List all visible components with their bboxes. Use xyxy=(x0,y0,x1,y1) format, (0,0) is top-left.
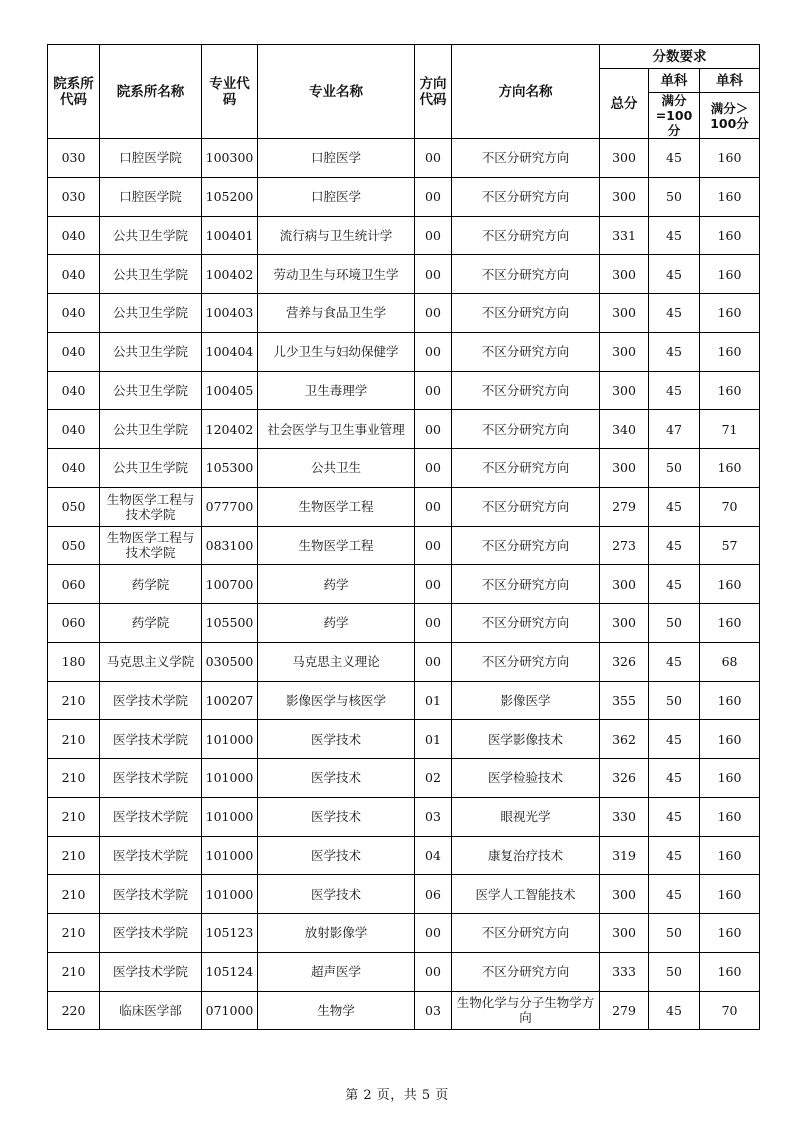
cell-dept-code: 060 xyxy=(48,604,100,643)
cell-dept-name: 公共卫生学院 xyxy=(100,410,202,449)
cell-major-code: 100403 xyxy=(202,294,258,333)
cell-single-gt100: 160 xyxy=(700,177,760,216)
cell-dept-code: 220 xyxy=(48,991,100,1030)
cell-major-code: 100402 xyxy=(202,255,258,294)
cell-total-score: 340 xyxy=(600,410,649,449)
cell-dir-code: 00 xyxy=(415,952,452,991)
cell-major-code: 100300 xyxy=(202,139,258,178)
cell-dept-name: 口腔医学院 xyxy=(100,139,202,178)
cell-dept-code: 040 xyxy=(48,216,100,255)
cell-major-name: 生物学 xyxy=(258,991,415,1030)
cell-single-gt100: 160 xyxy=(700,720,760,759)
cell-major-code: 101000 xyxy=(202,759,258,798)
cell-total-score: 300 xyxy=(600,914,649,953)
cell-dir-code: 00 xyxy=(415,565,452,604)
table-row xyxy=(48,410,760,449)
cell-single-gt100: 160 xyxy=(700,332,760,371)
cell-single-gt100: 68 xyxy=(700,642,760,681)
cell-major-name: 医学技术 xyxy=(258,836,415,875)
cell-major-name: 流行病与卫生统计学 xyxy=(258,216,415,255)
cell-single-gt100: 160 xyxy=(700,255,760,294)
cell-dept-name: 药学院 xyxy=(100,565,202,604)
cell-dept-name: 生物医学工程与技术学院 xyxy=(100,487,202,526)
cell-dept-code: 210 xyxy=(48,759,100,798)
cell-major-code: 101000 xyxy=(202,797,258,836)
cell-major-name: 马克思主义理论 xyxy=(258,642,415,681)
header-major-code: 专业代码 xyxy=(202,45,258,139)
cell-single-100: 45 xyxy=(649,565,700,604)
cell-total-score: 300 xyxy=(600,604,649,643)
cell-dir-code: 00 xyxy=(415,216,452,255)
cell-dept-code: 180 xyxy=(48,642,100,681)
cell-single-100: 50 xyxy=(649,177,700,216)
cell-major-name: 影像医学与核医学 xyxy=(258,681,415,720)
cell-dept-code: 050 xyxy=(48,526,100,565)
header-total: 总分 xyxy=(600,69,649,139)
cell-dept-name: 公共卫生学院 xyxy=(100,216,202,255)
cell-dir-name: 不区分研究方向 xyxy=(452,139,600,178)
cell-single-100: 45 xyxy=(649,294,700,333)
cell-dept-code: 040 xyxy=(48,255,100,294)
cell-dept-code: 210 xyxy=(48,681,100,720)
cell-major-code: 105500 xyxy=(202,604,258,643)
cell-total-score: 300 xyxy=(600,255,649,294)
cell-dir-name: 不区分研究方向 xyxy=(452,642,600,681)
cell-major-name: 医学技术 xyxy=(258,875,415,914)
cell-major-code: 105200 xyxy=(202,177,258,216)
cell-dept-name: 生物医学工程与技术学院 xyxy=(100,526,202,565)
table-row xyxy=(48,139,760,178)
cell-total-score: 300 xyxy=(600,449,649,488)
table-row xyxy=(48,332,760,371)
cell-single-100: 45 xyxy=(649,759,700,798)
cell-major-name: 放射影像学 xyxy=(258,914,415,953)
cell-dir-code: 00 xyxy=(415,371,452,410)
cell-single-gt100: 160 xyxy=(700,759,760,798)
cell-major-code: 101000 xyxy=(202,875,258,914)
cell-single-gt100: 160 xyxy=(700,216,760,255)
cell-major-name: 口腔医学 xyxy=(258,177,415,216)
cell-total-score: 273 xyxy=(600,526,649,565)
cell-dept-code: 210 xyxy=(48,875,100,914)
cell-single-100: 45 xyxy=(649,797,700,836)
cell-major-code: 101000 xyxy=(202,836,258,875)
cell-dir-name: 不区分研究方向 xyxy=(452,410,600,449)
table-row xyxy=(48,797,760,836)
cell-major-code: 100700 xyxy=(202,565,258,604)
cell-dept-code: 040 xyxy=(48,294,100,333)
cell-dept-name: 公共卫生学院 xyxy=(100,371,202,410)
cell-major-code: 100404 xyxy=(202,332,258,371)
cell-single-gt100: 160 xyxy=(700,294,760,333)
cell-dir-code: 00 xyxy=(415,139,452,178)
table-row xyxy=(48,216,760,255)
table-row xyxy=(48,565,760,604)
cell-single-100: 45 xyxy=(649,216,700,255)
cell-major-name: 劳动卫生与环境卫生学 xyxy=(258,255,415,294)
table-row xyxy=(48,681,760,720)
table-row xyxy=(48,914,760,953)
cell-single-100: 45 xyxy=(649,875,700,914)
cell-major-name: 公共卫生 xyxy=(258,449,415,488)
header-single-2: 单科 xyxy=(700,69,760,93)
cell-total-score: 300 xyxy=(600,565,649,604)
table-body xyxy=(48,139,760,1030)
cell-dir-code: 00 xyxy=(415,604,452,643)
cell-single-100: 45 xyxy=(649,371,700,410)
cell-dir-name: 不区分研究方向 xyxy=(452,526,600,565)
cell-total-score: 326 xyxy=(600,759,649,798)
cell-dept-code: 210 xyxy=(48,952,100,991)
table-row xyxy=(48,449,760,488)
cell-dept-name: 医学技术学院 xyxy=(100,952,202,991)
table-row xyxy=(48,255,760,294)
table-row xyxy=(48,177,760,216)
cell-dept-name: 医学技术学院 xyxy=(100,681,202,720)
table-row xyxy=(48,720,760,759)
header-dir-code: 方向代码 xyxy=(415,45,452,139)
cell-single-100: 50 xyxy=(649,449,700,488)
cell-dept-code: 210 xyxy=(48,720,100,759)
cell-total-score: 279 xyxy=(600,487,649,526)
cell-major-name: 医学技术 xyxy=(258,720,415,759)
cell-major-code: 083100 xyxy=(202,526,258,565)
score-table xyxy=(47,44,760,1030)
cell-dir-name: 眼视光学 xyxy=(452,797,600,836)
cell-single-gt100: 70 xyxy=(700,991,760,1030)
cell-total-score: 300 xyxy=(600,371,649,410)
cell-major-code: 105123 xyxy=(202,914,258,953)
cell-dir-code: 01 xyxy=(415,681,452,720)
cell-major-code: 100207 xyxy=(202,681,258,720)
cell-single-100: 45 xyxy=(649,642,700,681)
cell-dir-name: 不区分研究方向 xyxy=(452,332,600,371)
cell-total-score: 319 xyxy=(600,836,649,875)
cell-dept-name: 药学院 xyxy=(100,604,202,643)
cell-single-100: 50 xyxy=(649,604,700,643)
header-dept-name: 院系所名称 xyxy=(100,45,202,139)
cell-major-name: 社会医学与卫生事业管理 xyxy=(258,410,415,449)
cell-dept-code: 210 xyxy=(48,797,100,836)
cell-dir-name: 不区分研究方向 xyxy=(452,294,600,333)
cell-dept-code: 030 xyxy=(48,177,100,216)
cell-single-gt100: 160 xyxy=(700,875,760,914)
cell-dir-name: 不区分研究方向 xyxy=(452,487,600,526)
cell-dir-code: 00 xyxy=(415,332,452,371)
cell-dir-code: 00 xyxy=(415,255,452,294)
cell-dir-name: 不区分研究方向 xyxy=(452,565,600,604)
cell-single-gt100: 160 xyxy=(700,604,760,643)
cell-dept-name: 公共卫生学院 xyxy=(100,332,202,371)
cell-major-code: 100405 xyxy=(202,371,258,410)
cell-dir-name: 生物化学与分子生物学方向 xyxy=(452,991,600,1030)
cell-total-score: 300 xyxy=(600,332,649,371)
header-score-req: 分数要求 xyxy=(600,45,760,69)
cell-total-score: 300 xyxy=(600,294,649,333)
cell-major-name: 口腔医学 xyxy=(258,139,415,178)
cell-dir-code: 00 xyxy=(415,914,452,953)
table-row xyxy=(48,604,760,643)
cell-dept-code: 040 xyxy=(48,371,100,410)
cell-major-code: 077700 xyxy=(202,487,258,526)
header-full-gt100: 满分＞100分 xyxy=(700,93,760,139)
cell-total-score: 355 xyxy=(600,681,649,720)
cell-major-code: 120402 xyxy=(202,410,258,449)
cell-major-code: 071000 xyxy=(202,991,258,1030)
cell-dir-code: 00 xyxy=(415,410,452,449)
cell-major-name: 营养与食品卫生学 xyxy=(258,294,415,333)
cell-major-name: 医学技术 xyxy=(258,797,415,836)
cell-single-100: 45 xyxy=(649,487,700,526)
cell-major-code: 100401 xyxy=(202,216,258,255)
cell-major-name: 医学技术 xyxy=(258,759,415,798)
cell-single-gt100: 160 xyxy=(700,565,760,604)
cell-dept-name: 医学技术学院 xyxy=(100,836,202,875)
cell-dir-code: 02 xyxy=(415,759,452,798)
cell-dept-name: 医学技术学院 xyxy=(100,720,202,759)
cell-dept-code: 040 xyxy=(48,410,100,449)
cell-dept-code: 060 xyxy=(48,565,100,604)
cell-dept-name: 公共卫生学院 xyxy=(100,449,202,488)
cell-single-100: 45 xyxy=(649,720,700,759)
cell-major-name: 超声医学 xyxy=(258,952,415,991)
cell-major-name: 卫生毒理学 xyxy=(258,371,415,410)
table-row xyxy=(48,526,760,565)
cell-total-score: 300 xyxy=(600,875,649,914)
cell-dept-code: 030 xyxy=(48,139,100,178)
table-row xyxy=(48,642,760,681)
header-single-1: 单科 xyxy=(649,69,700,93)
cell-total-score: 300 xyxy=(600,139,649,178)
cell-dir-name: 不区分研究方向 xyxy=(452,371,600,410)
cell-dept-name: 公共卫生学院 xyxy=(100,255,202,294)
cell-major-code: 105300 xyxy=(202,449,258,488)
header-dept-code: 院系所代码 xyxy=(48,45,100,139)
cell-dir-name: 不区分研究方向 xyxy=(452,177,600,216)
cell-single-100: 45 xyxy=(649,139,700,178)
cell-dept-name: 口腔医学院 xyxy=(100,177,202,216)
header-major-name: 专业名称 xyxy=(258,45,415,139)
cell-dir-name: 不区分研究方向 xyxy=(452,914,600,953)
cell-dir-name: 不区分研究方向 xyxy=(452,255,600,294)
cell-single-gt100: 160 xyxy=(700,139,760,178)
cell-dir-code: 00 xyxy=(415,487,452,526)
cell-total-score: 300 xyxy=(600,177,649,216)
table-row xyxy=(48,487,760,526)
cell-major-code: 030500 xyxy=(202,642,258,681)
cell-dir-name: 康复治疗技术 xyxy=(452,836,600,875)
cell-single-gt100: 160 xyxy=(700,681,760,720)
cell-dir-code: 03 xyxy=(415,991,452,1030)
cell-dept-name: 医学技术学院 xyxy=(100,875,202,914)
cell-single-100: 47 xyxy=(649,410,700,449)
cell-dir-name: 不区分研究方向 xyxy=(452,449,600,488)
cell-total-score: 333 xyxy=(600,952,649,991)
cell-single-gt100: 71 xyxy=(700,410,760,449)
header-dir-name: 方向名称 xyxy=(452,45,600,139)
header-full-100: 满分=100分 xyxy=(649,93,700,139)
cell-single-100: 45 xyxy=(649,836,700,875)
cell-major-code: 101000 xyxy=(202,720,258,759)
cell-total-score: 279 xyxy=(600,991,649,1030)
cell-dir-name: 影像医学 xyxy=(452,681,600,720)
cell-dir-code: 01 xyxy=(415,720,452,759)
table-row xyxy=(48,759,760,798)
cell-dir-code: 03 xyxy=(415,797,452,836)
cell-major-name: 药学 xyxy=(258,565,415,604)
cell-single-gt100: 160 xyxy=(700,952,760,991)
cell-dir-code: 00 xyxy=(415,526,452,565)
cell-dept-name: 公共卫生学院 xyxy=(100,294,202,333)
cell-total-score: 330 xyxy=(600,797,649,836)
cell-single-gt100: 160 xyxy=(700,449,760,488)
cell-single-100: 45 xyxy=(649,332,700,371)
cell-single-gt100: 70 xyxy=(700,487,760,526)
cell-single-gt100: 57 xyxy=(700,526,760,565)
cell-single-100: 45 xyxy=(649,526,700,565)
cell-dir-name: 医学检验技术 xyxy=(452,759,600,798)
cell-single-gt100: 160 xyxy=(700,371,760,410)
table-row xyxy=(48,875,760,914)
cell-dir-name: 医学人工智能技术 xyxy=(452,875,600,914)
cell-single-gt100: 160 xyxy=(700,914,760,953)
cell-single-100: 45 xyxy=(649,991,700,1030)
cell-dept-code: 040 xyxy=(48,332,100,371)
cell-total-score: 326 xyxy=(600,642,649,681)
table-row xyxy=(48,952,760,991)
cell-dept-name: 医学技术学院 xyxy=(100,797,202,836)
cell-single-gt100: 160 xyxy=(700,836,760,875)
cell-dir-name: 医学影像技术 xyxy=(452,720,600,759)
cell-dir-code: 00 xyxy=(415,177,452,216)
cell-total-score: 331 xyxy=(600,216,649,255)
cell-dept-code: 050 xyxy=(48,487,100,526)
cell-dir-code: 00 xyxy=(415,294,452,333)
cell-major-name: 药学 xyxy=(258,604,415,643)
cell-dir-code: 04 xyxy=(415,836,452,875)
cell-dir-name: 不区分研究方向 xyxy=(452,216,600,255)
table-row xyxy=(48,991,760,1030)
cell-dir-code: 00 xyxy=(415,642,452,681)
cell-major-name: 生物医学工程 xyxy=(258,526,415,565)
cell-single-100: 50 xyxy=(649,914,700,953)
cell-dept-name: 马克思主义学院 xyxy=(100,642,202,681)
cell-dir-name: 不区分研究方向 xyxy=(452,952,600,991)
cell-single-100: 45 xyxy=(649,255,700,294)
cell-dir-code: 06 xyxy=(415,875,452,914)
cell-single-100: 50 xyxy=(649,952,700,991)
cell-dept-code: 210 xyxy=(48,836,100,875)
cell-dir-code: 00 xyxy=(415,449,452,488)
cell-major-code: 105124 xyxy=(202,952,258,991)
cell-dept-name: 医学技术学院 xyxy=(100,914,202,953)
cell-total-score: 362 xyxy=(600,720,649,759)
cell-major-name: 生物医学工程 xyxy=(258,487,415,526)
page-footer: 第 2 页，共 5 页 xyxy=(345,1088,449,1103)
cell-dir-name: 不区分研究方向 xyxy=(452,604,600,643)
cell-dept-code: 040 xyxy=(48,449,100,488)
cell-dept-code: 210 xyxy=(48,914,100,953)
table-row xyxy=(48,294,760,333)
cell-single-100: 50 xyxy=(649,681,700,720)
table-row xyxy=(48,836,760,875)
cell-single-gt100: 160 xyxy=(700,797,760,836)
cell-dept-name: 临床医学部 xyxy=(100,991,202,1030)
cell-dept-name: 医学技术学院 xyxy=(100,759,202,798)
cell-major-name: 儿少卫生与妇幼保健学 xyxy=(258,332,415,371)
table-row xyxy=(48,371,760,410)
